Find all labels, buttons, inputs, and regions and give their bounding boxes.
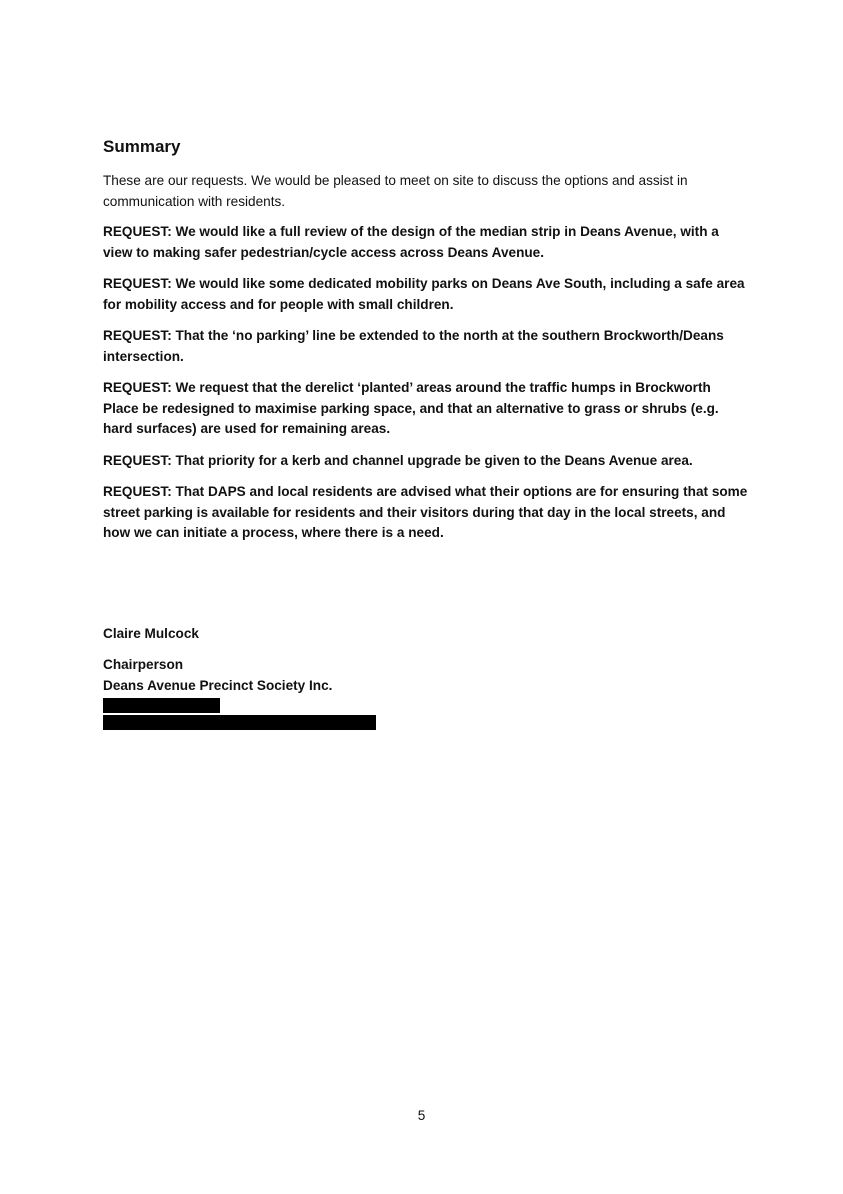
signature-block <box>103 624 603 730</box>
intro-paragraph: These are our requests. We would be pleased to meet on site to discuss the options and assist in communication with residents. <box>103 173 688 209</box>
redaction-bar <box>103 698 220 713</box>
page-number: 5 <box>417 1108 426 1123</box>
request-kerb-channel: REQUEST: That priority for a kerb and channel upgrade be given to the Deans Avenue area. <box>103 452 693 468</box>
request-mobility-parks: REQUEST: We would like some dedicated mobility parks on Deans Ave South, including a safe area for mobility access and for people with small children. <box>103 276 745 312</box>
request-street-parking: REQUEST: That DAPS and local residents are advised what their options are for ensuring that some street parking is available for residents and their visitors during that day in the local streets, and how we can initiate a process, where there is a need. <box>103 484 748 540</box>
request-planted-areas: REQUEST: We request that the derelict ‘planted’ areas around the traffic humps in Brockworth Place be redesigned to maximise parking space, and that an alternative to grass or shrubs (e.g. hard surfaces) are used for remaining areas. <box>103 380 719 436</box>
signatory-title: Chairperson <box>103 657 184 672</box>
summary-section <box>103 136 748 555</box>
signatory-name: Claire Mulcock <box>103 626 199 641</box>
redaction-bar <box>103 715 376 730</box>
request-no-parking-line: REQUEST: That the ‘no parking’ line be extended to the north at the southern Brockworth/Deans intersection. <box>103 328 724 364</box>
signatory-organization: Deans Avenue Precinct Society Inc. <box>103 677 333 693</box>
request-median-strip: REQUEST: We would like a full review of the design of the median strip in Deans Avenue, with a view to making safer pedestrian/cycle access across Deans Avenue. <box>103 224 719 260</box>
section-heading: Summary <box>103 137 181 156</box>
